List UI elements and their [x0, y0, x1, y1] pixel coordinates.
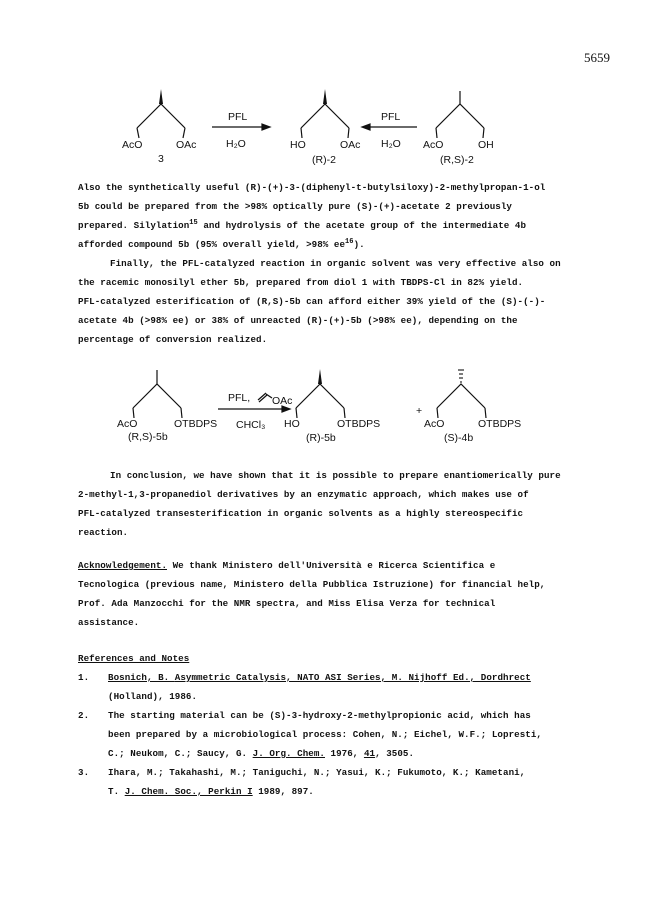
- group-otbdps-s2-1: OTBDPS: [174, 418, 218, 430]
- group-aco-s2-3: AcO: [424, 418, 445, 430]
- group-otbdps-s2-3: OTBDPS: [478, 418, 522, 430]
- ack-line1-text: We thank Ministero dell'Università e Ricerca Scientifica e: [167, 560, 496, 571]
- ref1-series: , NATO ASI Series, M. Nijhoff Ed., Dordhrect: [286, 672, 531, 683]
- acknowledgement-section: [78, 556, 586, 632]
- scheme-1-structures: [0, 86, 672, 176]
- acknowledgement-heading: Acknowledgement.: [78, 560, 168, 571]
- page-number: 5659: [584, 50, 610, 65]
- ref1-title: Asymmetric Catalysis: [174, 672, 287, 683]
- ack-line3: Prof. Ada Manzocchi for the NMR spectra, and Miss Elisa Verza for technical: [78, 598, 496, 609]
- ref1-line1: [108, 668, 588, 687]
- group-oh-3: OH: [478, 139, 494, 151]
- reaction-scheme-1: [0, 86, 672, 176]
- para1-line4-a: afforded compound 5b (95% overall yield, >98% ee: [78, 239, 346, 250]
- para1-line2: 5b could be prepared from the >98% optically pure (S)-(+)-acetate 2 previously: [78, 201, 512, 212]
- para1-line3-b: and hydrolysis of the acetate group of the intermediate 4b: [197, 220, 527, 231]
- ack-line1: [78, 556, 586, 575]
- reference-body: [108, 668, 588, 706]
- para1-line4: [78, 235, 586, 254]
- start-rs2-label: (R,S)-2: [440, 154, 474, 166]
- paragraph-pfl-catalyzed: [78, 254, 586, 349]
- reagent-solvent-label: CHCl₃: [236, 419, 266, 431]
- ref-superscript-16: 16: [345, 237, 354, 246]
- group-aco-3: AcO: [423, 139, 444, 151]
- ref2-pages: , 3505.: [375, 748, 415, 759]
- ref3-line2: [108, 782, 588, 801]
- reference-number: 1.: [78, 672, 90, 683]
- arrow-2-bottom-label: H₂O: [381, 138, 401, 150]
- references-heading: References and Notes: [78, 653, 190, 664]
- ref2-volume: 41: [363, 748, 376, 759]
- para3-line3: PFL-catalyzed transesterification in organic solvents as a highly stereospecific: [78, 508, 524, 519]
- group-oac-2: OAc: [340, 139, 361, 151]
- product-r2-label: (R)-2: [312, 154, 336, 166]
- paragraph-silylation: [78, 178, 586, 254]
- group-ho-2: HO: [290, 139, 306, 151]
- group-ho-s2: HO: [284, 418, 300, 430]
- reference-item: [78, 668, 588, 706]
- ref3-year-pages: 1989, 897.: [252, 786, 314, 797]
- arrow-1-top-label: PFL: [228, 111, 248, 123]
- ref2-line3: [108, 744, 588, 763]
- ref2-authors: C.; Neukom, C.; Saucy, G.: [108, 748, 253, 759]
- group-aco-1: AcO: [122, 139, 143, 151]
- arrow-1-bottom-label: H₂O: [226, 138, 246, 150]
- reference-item: [78, 706, 588, 763]
- para1-line3-a: prepared. Silylation: [78, 220, 190, 231]
- reference-number: 2.: [78, 710, 90, 721]
- reference-body: [108, 706, 588, 763]
- para2-line2: the racemic monosilyl ether 5b, prepared from diol 1 with TBDPS-Cl in 82% yield.: [78, 277, 524, 288]
- ref2-journal: J. Org. Chem.: [252, 748, 325, 759]
- ref1-line2: (Holland), 1986.: [108, 691, 198, 702]
- ack-line2: Tecnologica (previous name, Ministero della Pubblica Istruzione) for financial help,: [78, 579, 546, 590]
- plus-sign: +: [416, 405, 423, 417]
- reference-number: 3.: [78, 767, 90, 778]
- reference-body: [108, 763, 588, 801]
- para3-line4: reaction.: [78, 527, 129, 538]
- para2-line1: Finally, the PFL-catalyzed reaction in organic solvent was very effective also on: [110, 258, 561, 269]
- reagent-pfl-label: PFL,: [228, 392, 251, 404]
- arrow-2-top-label: PFL: [381, 111, 401, 123]
- reagent-oac-label: OAc: [272, 395, 293, 407]
- para1-line1: Also the synthetically useful (R)-(+)-3-(diphenyl-t-butylsiloxy)-2-methylpropan-1-ol: [78, 182, 546, 193]
- group-aco-s2-1: AcO: [117, 418, 138, 430]
- ref3-author: T.: [108, 786, 125, 797]
- product-s4b-label: (S)-4b: [444, 432, 474, 444]
- ack-line4: assistance.: [78, 617, 140, 628]
- ref2-year: 1976,: [324, 748, 364, 759]
- para2-line4: acetate 4b (>98% ee) or 38% of unreacted (R)-(+)-5b (>98% ee), depending on the: [78, 315, 518, 326]
- group-otbdps-s2-2: OTBDPS: [337, 418, 381, 430]
- para2-line5: percentage of conversion realized.: [78, 334, 268, 345]
- hashed-wedge-icon: [458, 370, 464, 382]
- para3-line1: In conclusion, we have shown that it is possible to prepare enantiomerically pure: [110, 470, 561, 481]
- para1-line3: [78, 216, 586, 235]
- ref-superscript-15: 15: [189, 218, 198, 227]
- product-r5b-label: (R)-5b: [306, 432, 336, 444]
- start-rs5b-label: (R,S)-5b: [128, 431, 168, 443]
- compound-3-label: 3: [158, 153, 164, 165]
- ref1-author: Bosnich, B.: [108, 672, 175, 683]
- scheme-2-structures: [0, 360, 672, 460]
- reference-item: [78, 763, 588, 801]
- ref2-line2: been prepared by a microbiological process: Cohen, N.; Eichel, W.F.; Lopresti,: [108, 729, 542, 740]
- reaction-scheme-2: [0, 360, 672, 460]
- para1-line4-b: ).: [353, 239, 365, 250]
- ref3-line1: Ihara, M.; Takahashi, M.; Taniguchi, N.; Yasui, K.; Fukumoto, K.; Kametani,: [108, 767, 526, 778]
- paragraph-conclusion: [78, 466, 586, 542]
- ref2-line1: The starting material can be (S)-3-hydroxy-2-methylpropionic acid, which has: [108, 710, 531, 721]
- para2-line3: PFL-catalyzed esterification of (R,S)-5b can afford either 39% yield of the (S)-(-)-: [78, 296, 546, 307]
- group-oac-1: OAc: [176, 139, 197, 151]
- para3-line2: 2-methyl-1,3-propanediol derivatives by an enzymatic approach, which makes use of: [78, 489, 529, 500]
- ref3-journal: J. Chem. Soc., Perkin I: [124, 786, 253, 797]
